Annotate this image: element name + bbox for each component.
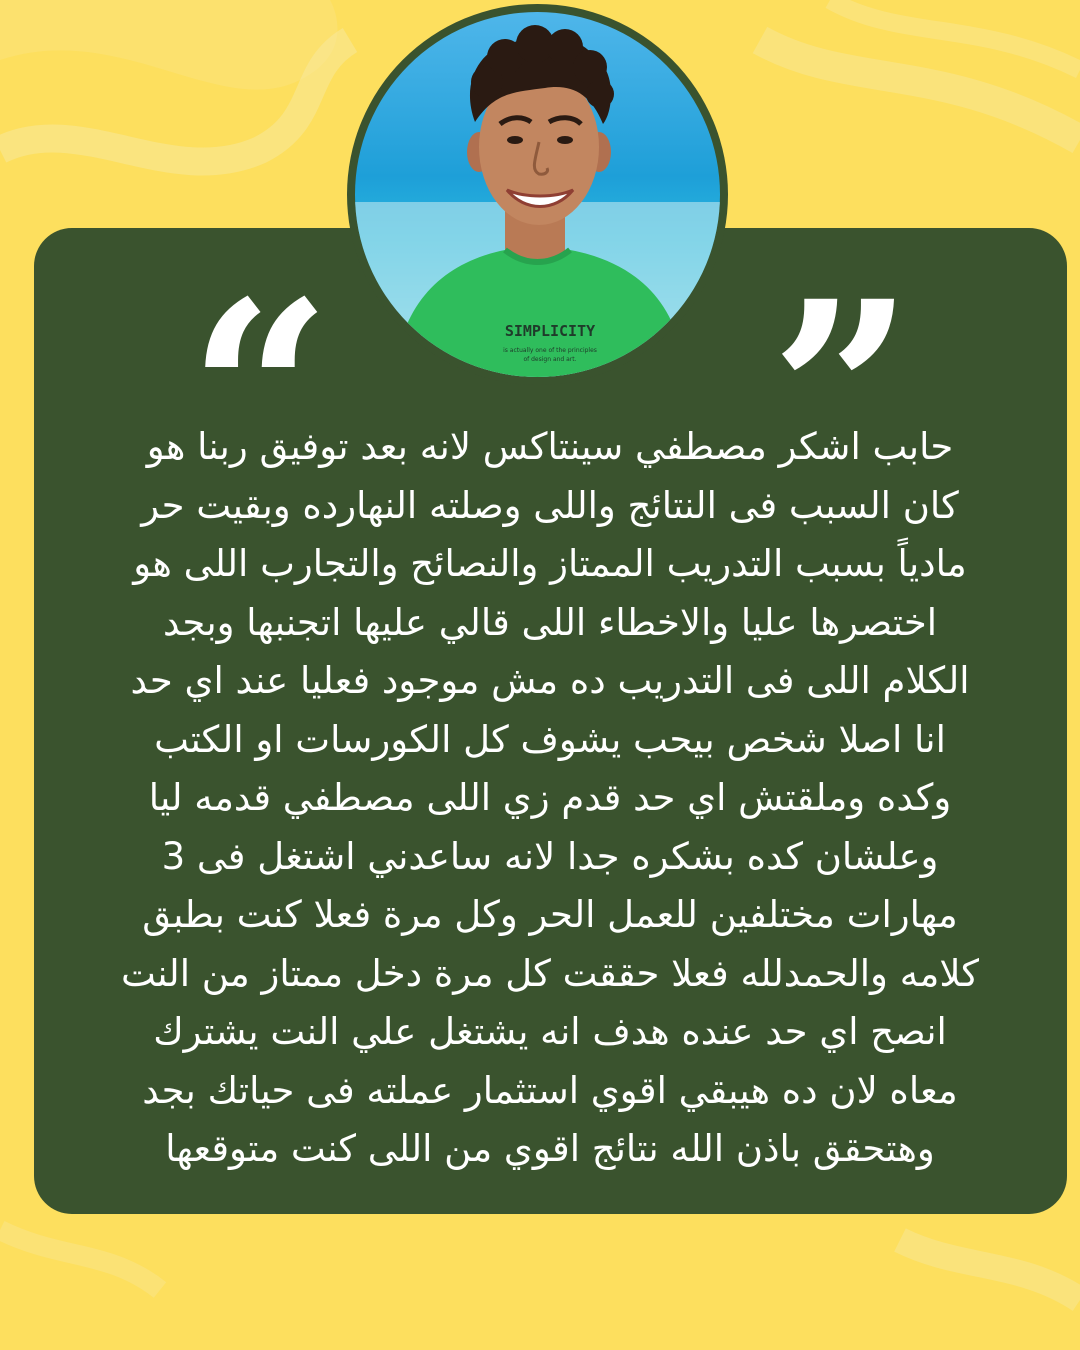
testimonial-line: انا اصلا شخص بيحب يشوف كل الكورسات او الكتب [154,717,946,761]
avatar [355,12,720,377]
testimonial-line: الكلام اللى فى التدريب ده مش موجود فعليا عند اي حد [130,659,970,702]
testimonial-line: مادياً بسبب التدريب الممتاز والنصائح والتجارب اللى هو [133,542,967,585]
shirt-subtext-2: of design and art. [523,356,577,363]
testimonial-line: وعلشان كده بشكره جدا لانه ساعدني اشتغل فى 3 [161,834,939,878]
testimonial-line: معاه لان ده هيبقي اقوي استثمار عملته فى حياتك بجد [142,1068,958,1112]
testimonial-text [70,418,1030,1179]
testimonial-line: انصح اي حد عنده هدف انه يشتغل علي النت يشترك [153,1010,947,1053]
testimonial-line: حابب اشكر مصطفي سينتاكس لانه بعد توفيق ربنا هو [146,425,954,468]
testimonial-line: مهارات مختلفين للعمل الحر وكل مرة فعلا كنت بطبق [142,893,958,936]
testimonial-line: كان السبب فى النتائج واللى وصلته النهارده وبقيت حر [141,483,959,527]
shirt-subtext-1: is actually one of the principles [503,347,597,354]
open-quote-icon: “ [188,246,332,540]
close-quote-icon: ” [770,246,914,540]
shirt-text: SIMPLICITY [504,322,596,340]
testimonial-line: وكده وملقتش اي حد قدم زي اللى مصطفي قدمه ليا [148,776,952,819]
testimonial-line: وهتحقق باذن الله نتائج اقوي من اللى كنت متوقعها [165,1127,935,1170]
testimonial-line: كلامه والحمدلله فعلا حققت كل مرة دخل ممتاز من النت [120,951,980,995]
testimonial-line: اختصرها عليا والاخطاء اللى قالي عليها اتجنبها وبجد [163,600,937,644]
avatar-photo [355,12,720,377]
